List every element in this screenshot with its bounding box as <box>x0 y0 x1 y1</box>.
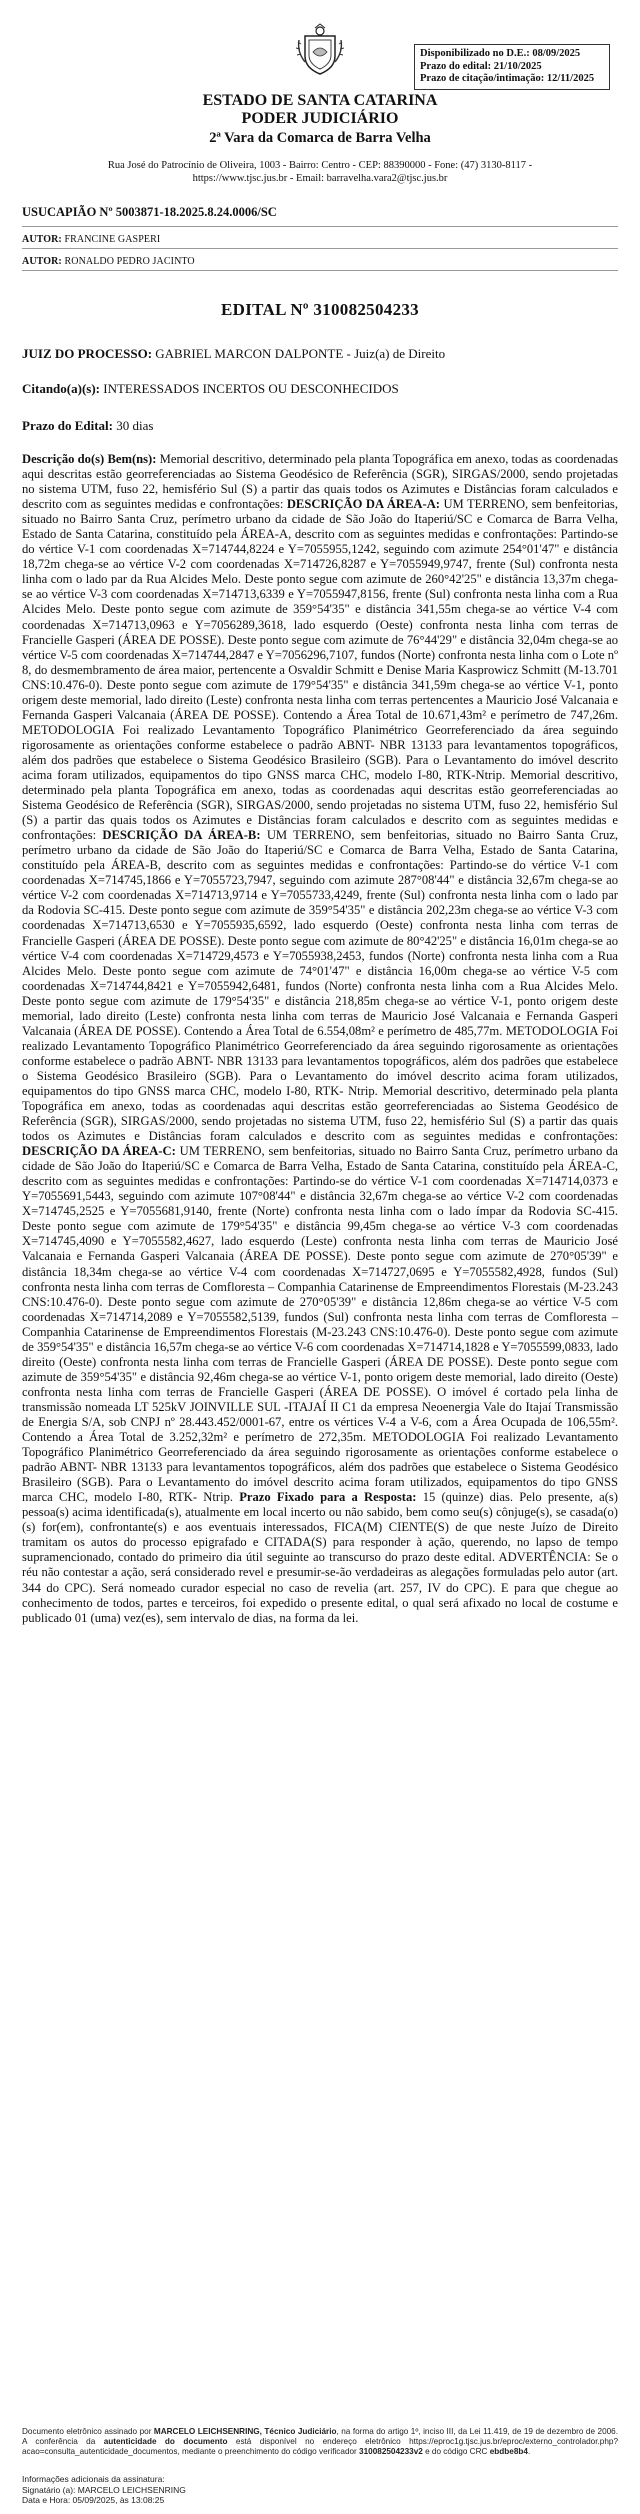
edital-title: EDITAL Nº 310082504233 <box>221 300 419 319</box>
signature-info-label: Informações adicionais da assinatura: <box>22 2474 165 2484</box>
deadline-line: Prazo do Edital: 30 dias <box>22 418 154 433</box>
divider <box>22 226 618 227</box>
date-available: Disponibilizado no D.E.: 08/09/2025 <box>420 48 581 59</box>
court-name: 2ª Vara da Comarca de Barra Velha <box>209 130 431 146</box>
divider <box>22 270 618 271</box>
court-address <box>0 159 640 185</box>
property-description: Descrição do(s) Bem(ns): Memorial descritivo, determinado pela planta Topográfica em anexo, todas as coordenadas aqui descritas estão georreferenciadas ao Sistema Geodésico de Referência (SGR), SIRGAS/2000, sendo projetadas no sistema UTM, fuso 22, hemisfério Sul (S) a partir das quais todos os Azimutes e Distâncias foram calculados e descrito com as seguintes medidas e confrontações: DESCRIÇÃO DA ÁREA-A: UM TERRENO, sem benfeitorias, situado no Bairro Santa Cruz, perímetro urbano da cidade de São João do Itaperiú/SC e Comarca de Barra Velha, Estado de Santa Catarina, constituído pela ÁREA-A, descrito com as seguintes medidas e confrontações: Partindo-se do vértice V-1 com coordenadas X=714744,8224 e Y=7055955,1242, seguindo com azimute 254°01'47" e distância 18,72m chega-se ao vértice V-2 com coordenadas X=714726,8287 e Y=7055949,9747, frente (Sul) confronta nesta linha com o lado par da Rua Alcides Melo. Deste ponto segue com azimute de 260°42'25" e distância 13,37m chega-se ao vértice V-3 com coordenadas X=714713,6339 e Y=7055947,8156, frente (Sul) confronta nesta linha com a Rua Alcides Melo. Deste ponto segue com azimute de 359°54'35" e distância 341,55m chega-se ao vértice V-4 com coordenadas X=714713,0963 e Y=7056289,3618, lado esquerdo (Oeste) confronta nesta linha com terras de Francielle Gasperi (ÁREA DE POSSE). Deste ponto segue com azimute de 76°44'29" e distância 32,04m chega-se ao vértice V-5 com coordenadas X=714744,2847 e Y=7056296,7107, fundos (Norte) confronta nesta linha com o Lote nº 8, do desmembramento de área maior, pertencente a Osvaldir Schmitt e Denise Maria Kasprowicz Schmitt (M-13.701 CNS:10.476-0). Deste ponto segue com azimute de 179°54'35" e distância 341,59m chega-se ao vértice V-1, ponto origem deste memorial, lado direito (Leste) confronta nesta linha com terras pertencentes a Mauricio José Valcanaia e Fernanda Gasperi Valcanaia (ÁREA DE POSSE). Contendo a Área Total de 10.671,43m² e perímetro de 747,26m. METODOLOGIA Foi realizado Levantamento Topográfico Planimétrico Georreferenciado da área seguindo rigorosamente as orientações conforme estabelece o padrão ABNT- NBR 13133 para levantamentos topográficos, além dos padrões que estabelece o Sistema Geodésico Brasileiro (SGB). Para o Levantamento do imóvel descrito acima foram utilizados, equipamentos do tipo GNSS marca CHC, modelo I-80, RTK-Ntrip. Memorial descritivo, determinado pela planta Topográfica em anexo, todas as coordenadas aqui descritas estão georreferenciadas ao Sistema Geodésico de Referência (SGR), SIRGAS/2000, sendo projetadas no sistema UTM, fuso 22, hemisfério Sul (S) a partir das quais todos os Azimutes e Distâncias foram calculados e descrito com as seguintes medidas e confrontações: DESCRIÇÃO DA ÁREA-B: UM TERRENO, sem benfeitorias, situado no Bairro Santa Cruz, perímetro urbano da cidade de São João do Itaperiú/SC e Comarca de Barra Velha, Estado de Santa Catarina, constituído pela ÁREA-B, descrito com as seguintes medidas e confrontações: Partindo-se do vértice V-1 com coordenadas X=714745,1866 e Y=7055723,7947, seguindo com azimute 287°08'44" e distância 32,67m chega-se ao vértice V-2 com coordenadas X=714713,9714 e Y=7055733,4249, frente (Sul) confronta nesta linha com o lado par da Rodovia SC-415. Deste ponto segue com azimute de 359°54'35" e distância 202,23m chega-se ao vértice V-3 com coordenadas X=714713,6530 e Y=7055935,6592, lado esquerdo (Oeste) confronta nesta linha com terras de Francielle Gasperi (ÁREA DE POSSE). Deste ponto segue com azimute de 80°42'25" e distância 16,01m chega-se ao vértice V-4 com coordenadas X=714729,4573 e Y=7055938,2453, fundos (Norte) confronta nesta linha com a Rua Alcides Melo. Deste ponto segue com azimute de 74°01'47" e distância 16,00m chega-se ao vértice V-5 com coordenadas X=714744,8421 e Y=7055942,6481, fundos (Norte) confronta nesta linha com a Rua Alcides Melo. Deste ponto segue com azimute de 179°54'35" e distância 218,85m chega-se ao vértice V-1, ponto origem deste memorial, lado direito (Leste) confronta nesta linha com terras de Mauricio José Valcanaia e Fernanda Gasperi Valcanaia (ÁREA DE POSSE). Contendo a Área Total de 6.554,08m² e perímetro de 485,77m. METODOLOGIA Foi realizado Levantamento Topográfico Planimétrico Georreferenciado da área seguindo rigorosamente as orientações conforme estabelece o padrão ABNT- NBR 13133 para levantamentos topográficos, além dos padrões que estabelece o Sistema Geodésico Brasileiro (SGB). Para o Levantamento do imóvel descrito acima foram utilizados, equipamentos do tipo GNSS marca CHC, modelo I-80, RTK- Ntrip. Memorial descritivo, determinado pela planta Topográfica em anexo, todas as coordenadas aqui descritas estão georreferenciadas ao Sistema Geodésico de Referência (SGR), SIRGAS/2000, sendo projetadas no sistema UTM, fuso 22, hemisfério Sul (S) a partir das quais todos os Azimutes e Distâncias foram calculados e descrito com as seguintes medidas e confrontações: DESCRIÇÃO DA ÁREA-C: UM TERRENO, sem benfeitorias, situado no Bairro Santa Cruz, perímetro urbano da cidade de São João do Itaperiú/SC e Comarca de Barra Velha, Estado de Santa Catarina, constituído pela ÁREA-C, descrito com as seguintes medidas e confrontações: Partindo-se do vértice V-1 com coordenadas X=714714,0373 e Y=7055691,5443, seguindo com azimute 107°08'44" e distância 32,67m chega-se ao vértice V-2 com coordenadas X=714745,2525 e Y=7055681,9140, frente (Norte) confronta nesta linha com o lado ímpar da Rodovia SC-415. Deste ponto segue com azimute de 179°54'35" e distância 99,45m chega-se ao vértice V-3 com coordenadas X=714745,4090 e Y=7055582,4627, lado esquerdo (Leste) confronta nesta linha com terras de Mauricio José Valcanaia e Fernanda Gasperi Valcanaia (ÁREA DE POSSE). Deste ponto segue com azimute de 270°05'39" e distância 18,34m chega-se ao vértice V-4 com coordenadas X=714727,0695 e Y=7055582,4928, fundos (Sul) confronta nesta linha com terras de Comfloresta – Companhia Catarinense de Empreendimentos Florestais (M-23.243 CNS:10.476-0). Deste ponto segue com azimute de 270°05'39" e distância 12,86m chega-se ao vértice V-5 com coordenadas X=714714,2089 e Y=7055582,5139, fundos (Sul) confronta nesta linha com terras de Comfloresta – Companhia Catarinense de Empreendimentos Florestais (M-23.243 CNS:10.476-0). Deste ponto segue com azimute de 359°54'35" e distância 16,57m chega-se ao vértice V-6 com coordenadas X=714714,1828 e Y=7055599,0833, lado direito (Oeste) confronta nesta linha com terras de Francielle Gasperi (ÁREA DE POSSE). Deste ponto segue com azimute de 359°54'35" e distância 92,46m chega-se ao vértice V-1, ponto origem deste memorial, lado direito (Oeste) confronta nesta linha com terras de Francielle Gasperi (ÁREA DE POSSE). O imóvel é cortado pela linha de transmissão nomeada LT 525kV JOINVILLE SUL -ITAJAÍ II C1 da empresa Neoenergia Vale do Itajaí Transmissão de Energia S/A, sob CNPJ nº 28.443.452/0001-67, entre os vértices V-4 a V-6, com a Área Ocupada de 106,55m². Contendo a Área Total de 3.252,32m² e perímetro de 272,35m. METODOLOGIA Foi realizado Levantamento Topográfico Planimétrico Georreferenciado da área seguindo rigorosamente as orientações conforme estabelece o padrão ABNT- NBR 13133 para levantamentos topográficos, além dos padrões que estabelece o Sistema Geodésico Brasileiro (SGB). Para o Levantamento do imóvel descrito acima foram utilizados, equipamentos do tipo GNSS marca CHC, modelo I-80, RTK- Ntrip. Prazo Fixado para a Resposta: 15 (quinze) dias. Pelo presente, a(s) pessoa(s) acima identificada(s), atualmente em local incerto ou não sabido, bem como seu(s) cônjuge(s), se casada(o)(s) for(em), confrontante(s) e aos eventuais interessados, FICA(M) CIENTE(S) de que neste Juízo de Direito tramitam os autos do processo epigrafado e CITADA(S) para responder à ação, querendo, no lapso de tempo supramencionado, contado do primeiro dia útil seguinte ao transcurso do prazo deste edital. ADVERTÊNCIA: Se o réu não contestar a ação, será considerado revel e presumir-se-ão verdadeiras as alegações formuladas pelo autor (art. 344 do CPC). Será nomeado curador especial no caso de revelia (art. 257, IV do CPC). E para que chegue ao conhecimento de todos, partes e terceiros, foi expedido o presente edital, o qual será afixado no local de costume e publicado 01 (uma) vez(es), sem intervalo de dias, na forma da lei. <box>22 452 619 1625</box>
date-citation-deadline: Prazo de citação/intimação: 12/11/2025 <box>420 73 595 84</box>
state-crest-icon <box>295 22 345 78</box>
signature-datetime: Data e Hora: 05/09/2025, às 13:08:25 <box>22 2495 165 2505</box>
state-name: ESTADO DE SANTA CATARINA <box>202 92 438 109</box>
signature-notice: Documento eletrônico assinado por MARCELO LEICHSENRING, Técnico Judiciário, na forma do artigo 1º, inciso III, da Lei 11.419, de 19 de dezembro de 2006. A conferência da autenticidade do documento está disponível no endereço eletrônico https://eproc1g.tjsc.jus.br/eproc/externo_controlador.php?acao=consulta_autenticidade_documentos, mediante o preenchimento do código verificador 310082504233v2 e do código CRC ebdbe8b4. <box>22 2427 619 2456</box>
date-edital-deadline: Prazo do edital: 21/10/2025 <box>420 60 542 72</box>
signer-line: Signatário (a): MARCELO LEICHSENRING <box>22 2484 186 2495</box>
judge-line: JUIZ DO PROCESSO: GABRIEL MARCON DALPONTE - Juiz(a) de Direito <box>22 346 446 361</box>
divider <box>22 248 618 249</box>
publication-dates-box <box>414 44 610 90</box>
contact-line: https://www.tjsc.jus.br - Email: barravelha.vara2@tjsc.jus.br <box>192 173 448 184</box>
judiciary-name: PODER JUDICIÁRIO <box>241 110 399 127</box>
author-line-2: AUTOR: RONALDO PEDRO JACINTO <box>22 256 195 267</box>
address-line: Rua José do Patrocínio de Oliveira, 1003 - Bairro: Centro - CEP: 88390000 - Fone: (47) 3130-8117 - <box>107 160 533 171</box>
signature-info <box>22 2474 618 2506</box>
author-line: AUTOR: FRANCINE GASPERI <box>22 234 161 245</box>
case-number: USUCAPIÃO Nº 5003871-18.2025.8.24.0006/SC <box>22 205 277 219</box>
cited-line: Citando(a)(s): INTERESSADOS INCERTOS OU DESCONHECIDOS <box>22 381 399 396</box>
